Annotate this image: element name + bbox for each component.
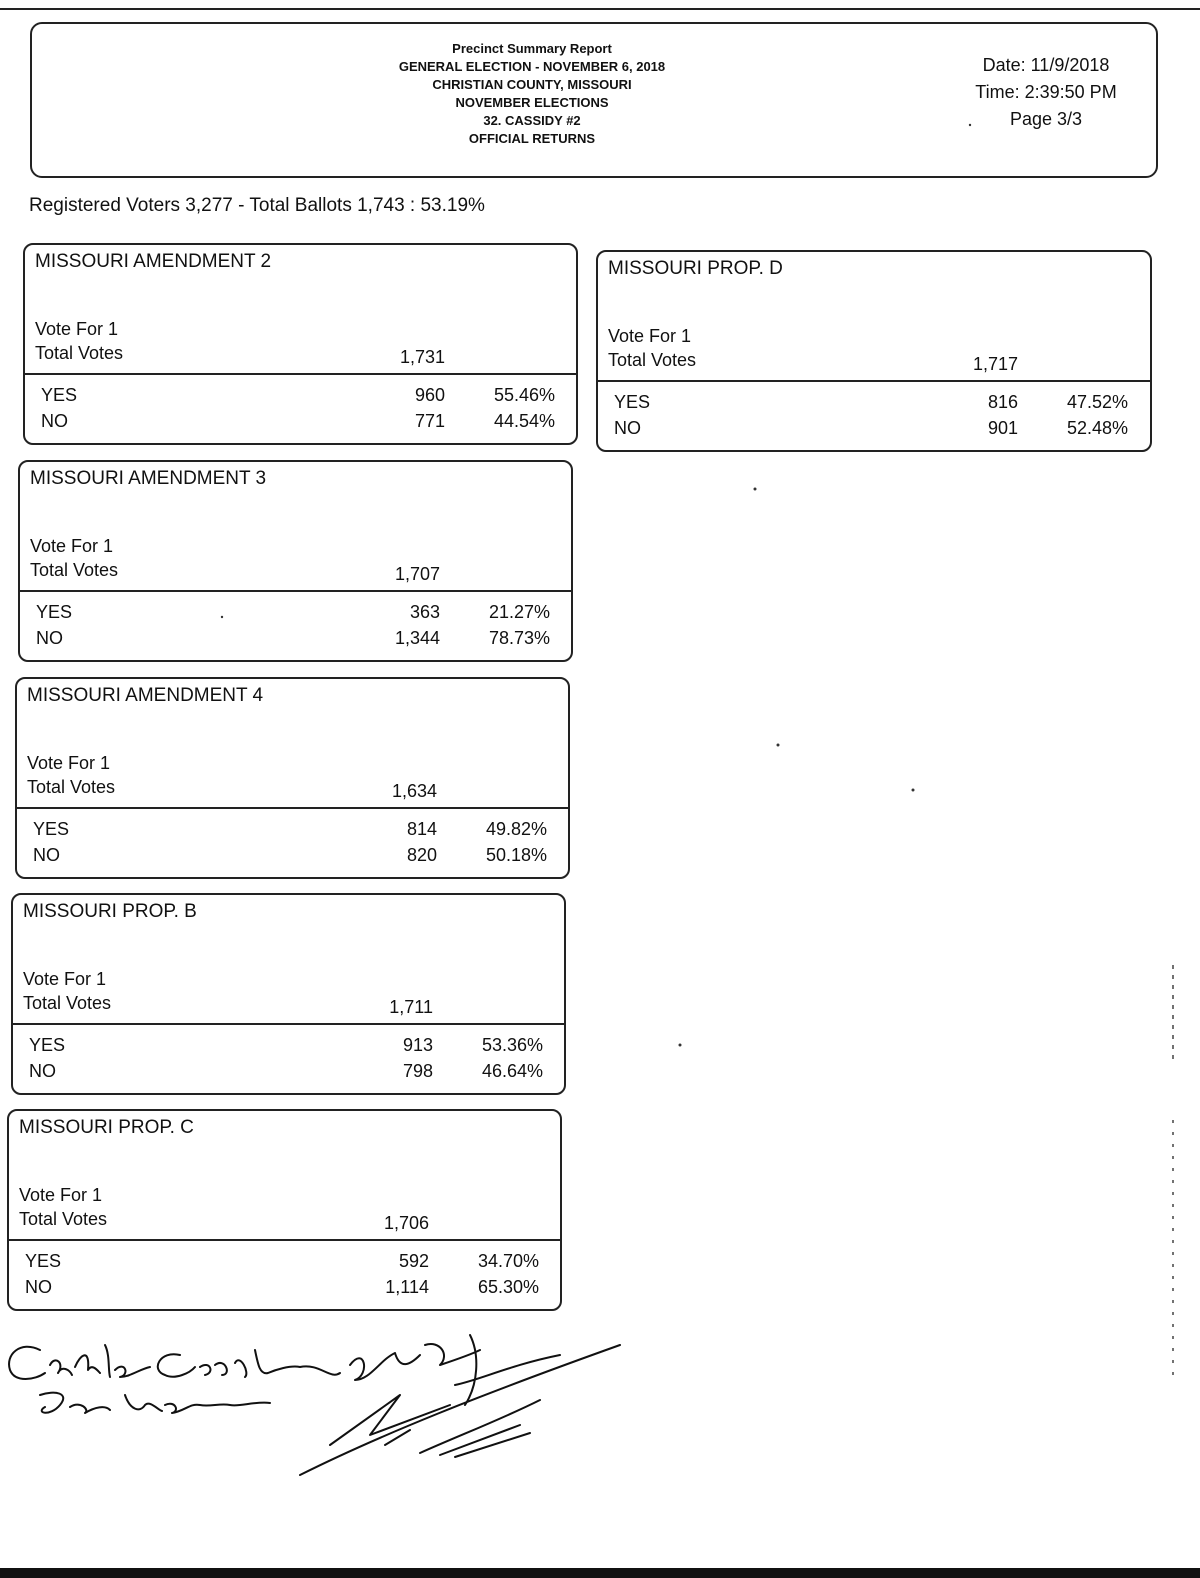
bottom-edge-bar <box>0 1568 1200 1578</box>
contest-title: MISSOURI AMENDMENT 3 <box>30 468 267 489</box>
total-votes-value: 1,711 <box>389 997 433 1017</box>
report-title: Precinct Summary Report <box>452 41 612 56</box>
choice-label: NO <box>36 628 63 648</box>
choice-votes: 798 <box>402 1061 433 1081</box>
choice-percent: 78.73% <box>488 628 550 648</box>
election-name: GENERAL ELECTION - NOVEMBER 6, 2018 <box>398 59 666 74</box>
vote-for-label: Vote For 1 <box>23 969 107 989</box>
choice-votes: 1,344 <box>394 628 440 648</box>
precinct-name: 32. CASSIDY #2 <box>483 113 581 128</box>
total-votes-value: 1,634 <box>391 781 437 801</box>
vote-for-label: Vote For 1 <box>30 536 114 556</box>
total-votes-label: Total Votes <box>19 1209 108 1229</box>
choice-percent: 65.30% <box>477 1277 539 1297</box>
choice-votes: 960 <box>414 385 445 405</box>
vote-for-label: Vote For 1 <box>27 753 111 773</box>
choice-percent: 21.27% <box>488 602 550 622</box>
choice-votes: 1,114 <box>385 1277 429 1297</box>
contest-title: MISSOURI AMENDMENT 2 <box>35 251 272 272</box>
choice-label: NO <box>33 845 60 865</box>
choice-votes: 814 <box>406 819 437 839</box>
choice-label: YES <box>33 819 70 839</box>
choice-percent: 52.48% <box>1066 418 1128 438</box>
handwritten-signatures <box>0 1325 640 1485</box>
total-votes-label: Total Votes <box>35 343 124 363</box>
choice-label: YES <box>36 602 73 622</box>
choice-label: NO <box>41 411 68 431</box>
report-date: Date: 11/9/2018 <box>982 55 1110 75</box>
choice-label: NO <box>29 1061 56 1081</box>
choice-percent: 55.46% <box>493 385 555 405</box>
county-name: CHRISTIAN COUNTY, MISSOURI <box>432 77 632 92</box>
choice-percent: 49.82% <box>485 819 547 839</box>
vote-for-label: Vote For 1 <box>19 1185 103 1205</box>
choice-label: YES <box>41 385 78 405</box>
page-number: Page 3/3 <box>1009 109 1083 129</box>
contest-title: MISSOURI PROP. D <box>608 258 783 279</box>
choice-label: YES <box>25 1251 62 1271</box>
total-votes-value: 1,706 <box>383 1213 429 1233</box>
total-votes-value: 1,731 <box>399 347 445 367</box>
total-votes-value: 1,717 <box>972 354 1018 374</box>
choice-label: YES <box>614 392 651 412</box>
total-votes-label: Total Votes <box>608 350 697 370</box>
report-time: Time: 2:39:50 PM <box>975 82 1117 102</box>
election-group: NOVEMBER ELECTIONS <box>455 95 609 110</box>
choice-votes: 820 <box>406 845 437 865</box>
turnout-summary: Registered Voters 3,277 - Total Ballots 1,743 : 53.19% <box>29 195 485 216</box>
contest-title: MISSOURI AMENDMENT 4 <box>27 685 264 706</box>
choice-label: NO <box>614 418 641 438</box>
choice-label: YES <box>29 1035 66 1055</box>
choice-percent: 50.18% <box>485 845 547 865</box>
total-votes-value: 1,707 <box>394 564 440 584</box>
contest-title: MISSOURI PROP. B <box>23 901 197 922</box>
choice-percent: 46.64% <box>481 1061 543 1081</box>
choice-percent: 44.54% <box>493 411 555 431</box>
returns-type: OFFICIAL RETURNS <box>468 131 596 146</box>
total-votes-label: Total Votes <box>23 993 112 1013</box>
choice-percent: 53.36% <box>481 1035 543 1055</box>
choice-votes: 363 <box>409 602 440 622</box>
choice-votes: 913 <box>402 1035 433 1055</box>
choice-votes: 816 <box>987 392 1018 412</box>
choice-votes: 771 <box>414 411 445 431</box>
vote-for-label: Vote For 1 <box>608 326 692 346</box>
vote-for-label: Vote For 1 <box>35 319 119 339</box>
choice-votes: 592 <box>398 1251 429 1271</box>
contest-title: MISSOURI PROP. C <box>19 1117 194 1138</box>
choice-votes: 901 <box>987 418 1018 438</box>
choice-percent: 47.52% <box>1066 392 1128 412</box>
total-votes-label: Total Votes <box>27 777 116 797</box>
choice-percent: 34.70% <box>477 1251 539 1271</box>
choice-label: NO <box>25 1277 52 1297</box>
total-votes-label: Total Votes <box>30 560 119 580</box>
